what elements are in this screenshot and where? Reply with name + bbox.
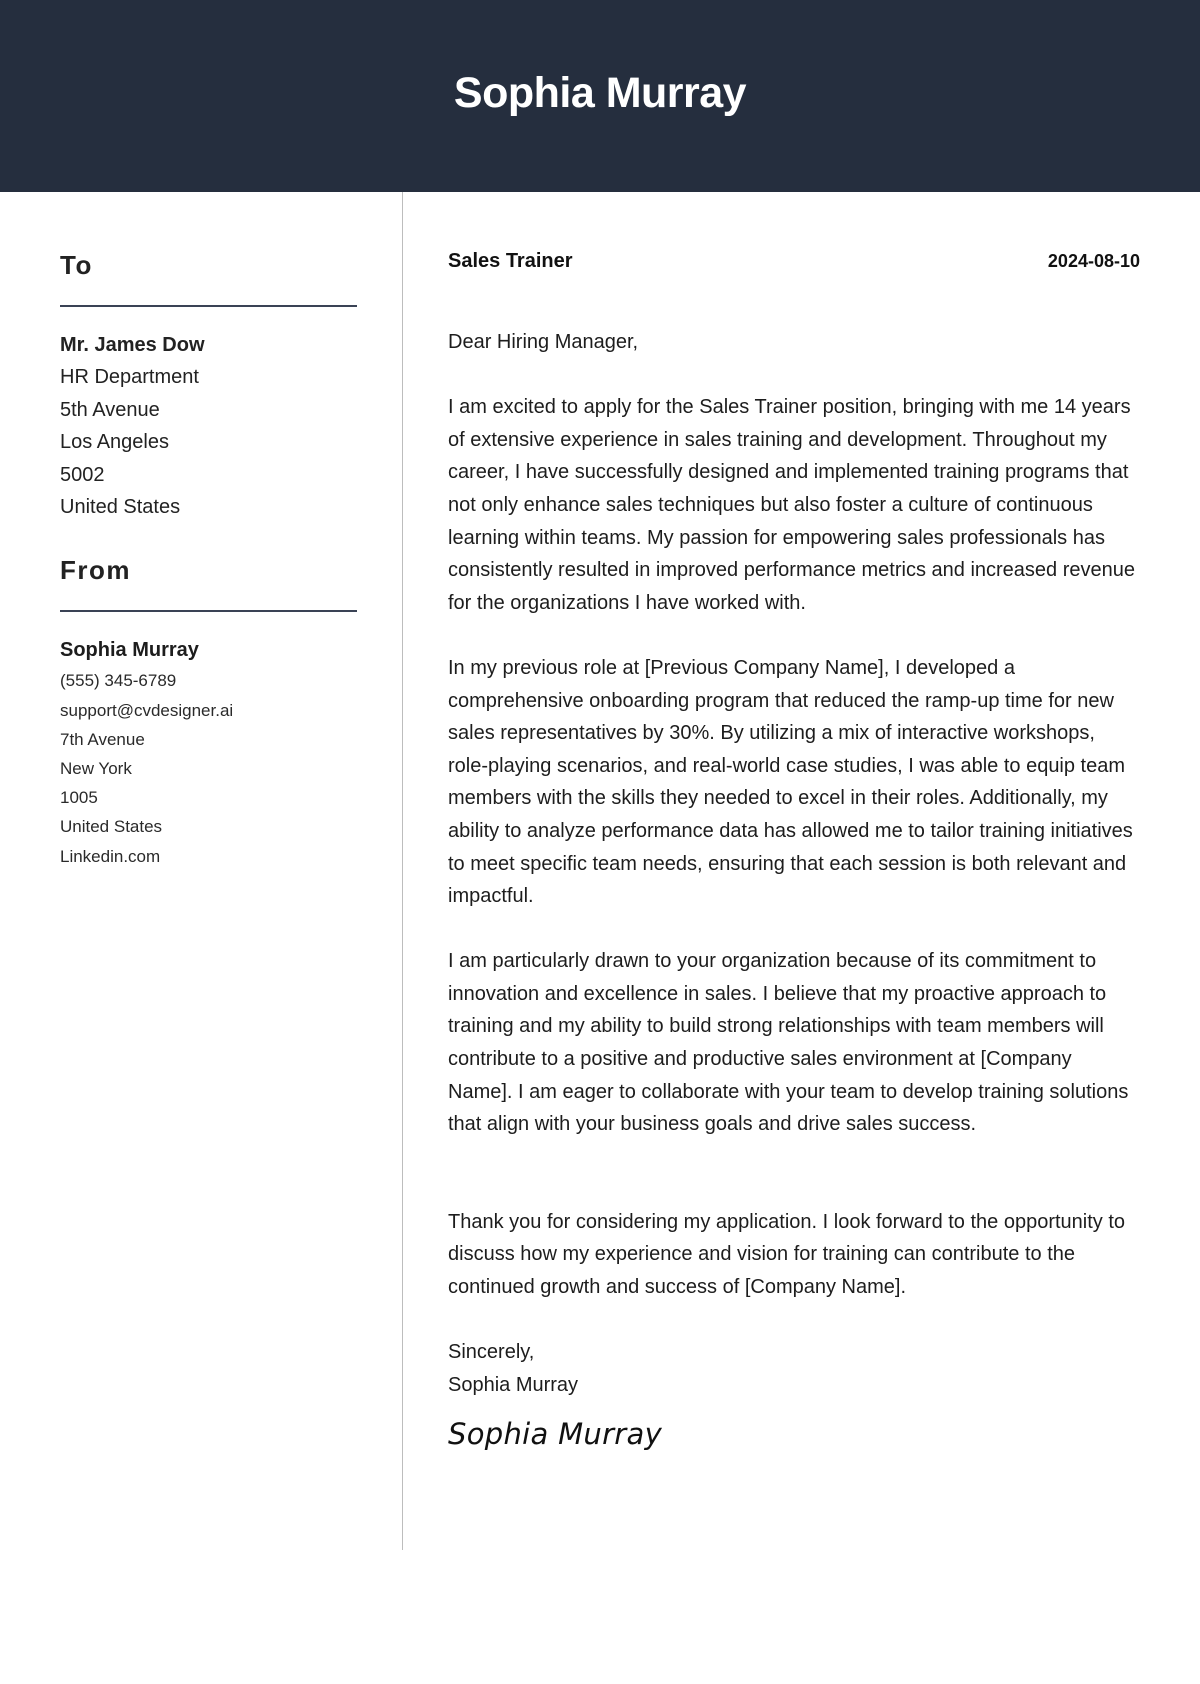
sender-zip: 1005	[60, 788, 98, 808]
letter-title-row	[448, 250, 1140, 284]
closing-block	[448, 1336, 1140, 1401]
sender-website: Linkedin.com	[60, 846, 161, 866]
sender-street: 7th Avenue	[60, 729, 145, 749]
letter-date: 2024-08-10	[1047, 251, 1140, 271]
to-heading-rule	[60, 305, 357, 307]
sender-details	[60, 634, 357, 870]
closing-salutation: Sincerely,	[448, 1341, 535, 1364]
sender-email: support@cvdesigner.ai	[60, 700, 234, 720]
paragraph-4: Thank you for considering my application. I look forward to the opportunity to discuss how my experience and vision for training can contribute to the continued growth and success of [Company Name].	[448, 1210, 1126, 1299]
signature: Sophia Murray	[448, 1417, 663, 1452]
recipient-address	[60, 329, 357, 523]
sender-country: United States	[60, 817, 163, 837]
to-heading: To	[60, 250, 93, 280]
recipient-name: Mr. James Dow	[60, 334, 205, 356]
recipient-zip: 5002	[60, 463, 105, 486]
header-banner	[0, 0, 1200, 192]
paragraph-1: I am excited to apply for the Sales Trainer position, bringing with me 14 years of extensive experience in sales training and development. Throughout my career, I have successfully designed and implemented training programs that not only enhance sales techniques but also foster a culture of continuous learning within teams. My passion for empowering sales professionals has consistently resulted in improved performance metrics and increased revenue for the organizations I have worked with.	[448, 396, 1136, 614]
sender-city: New York	[60, 759, 132, 779]
applicant-name-title: Sophia Murray	[453, 68, 747, 117]
recipient-department: HR Department	[60, 366, 199, 389]
column-divider	[402, 192, 403, 1550]
to-section	[60, 252, 357, 523]
sender-phone: (555) 345-6789	[60, 671, 177, 691]
sender-name: Sophia Murray	[60, 639, 199, 662]
recipient-city: Los Angeles	[60, 431, 169, 454]
greeting: Dear Hiring Manager,	[448, 331, 639, 353]
paragraph-3: I am particularly drawn to your organization because of its commitment to innovation and excellence in sales. I believe that my proactive approach to training and my ability to build strong relationships with team members will contribute to a positive and productive sales environment at [Company Name]. I am eager to collaborate with your team to develop training solutions that align with your business goals and drive sales success.	[448, 950, 1129, 1136]
recipient-street: 5th Avenue	[60, 398, 160, 421]
letter-body	[448, 250, 1140, 1451]
closing-name: Sophia Murray	[448, 1373, 579, 1396]
sidebar	[60, 252, 357, 871]
recipient-country: United States	[60, 496, 181, 519]
from-heading-rule	[60, 610, 357, 612]
from-heading: From	[60, 555, 131, 586]
from-section	[60, 557, 357, 870]
paragraph-2: In my previous role at [Previous Company Name], I developed a comprehensive onboarding program that reduced the ramp-up time for new sales representatives by 30%. By utilizing a mix of interactive workshops, role-playing scenarios, and real-world case studies, I was able to equip team members with the skills they needed to excel in their roles. Additionally, my ability to analyze performance data has allowed me to tailor training initiatives to meet specific team needs, ensuring that each session is both relevant and impactful.	[448, 656, 1133, 908]
job-title: Sales Trainer	[448, 250, 573, 272]
